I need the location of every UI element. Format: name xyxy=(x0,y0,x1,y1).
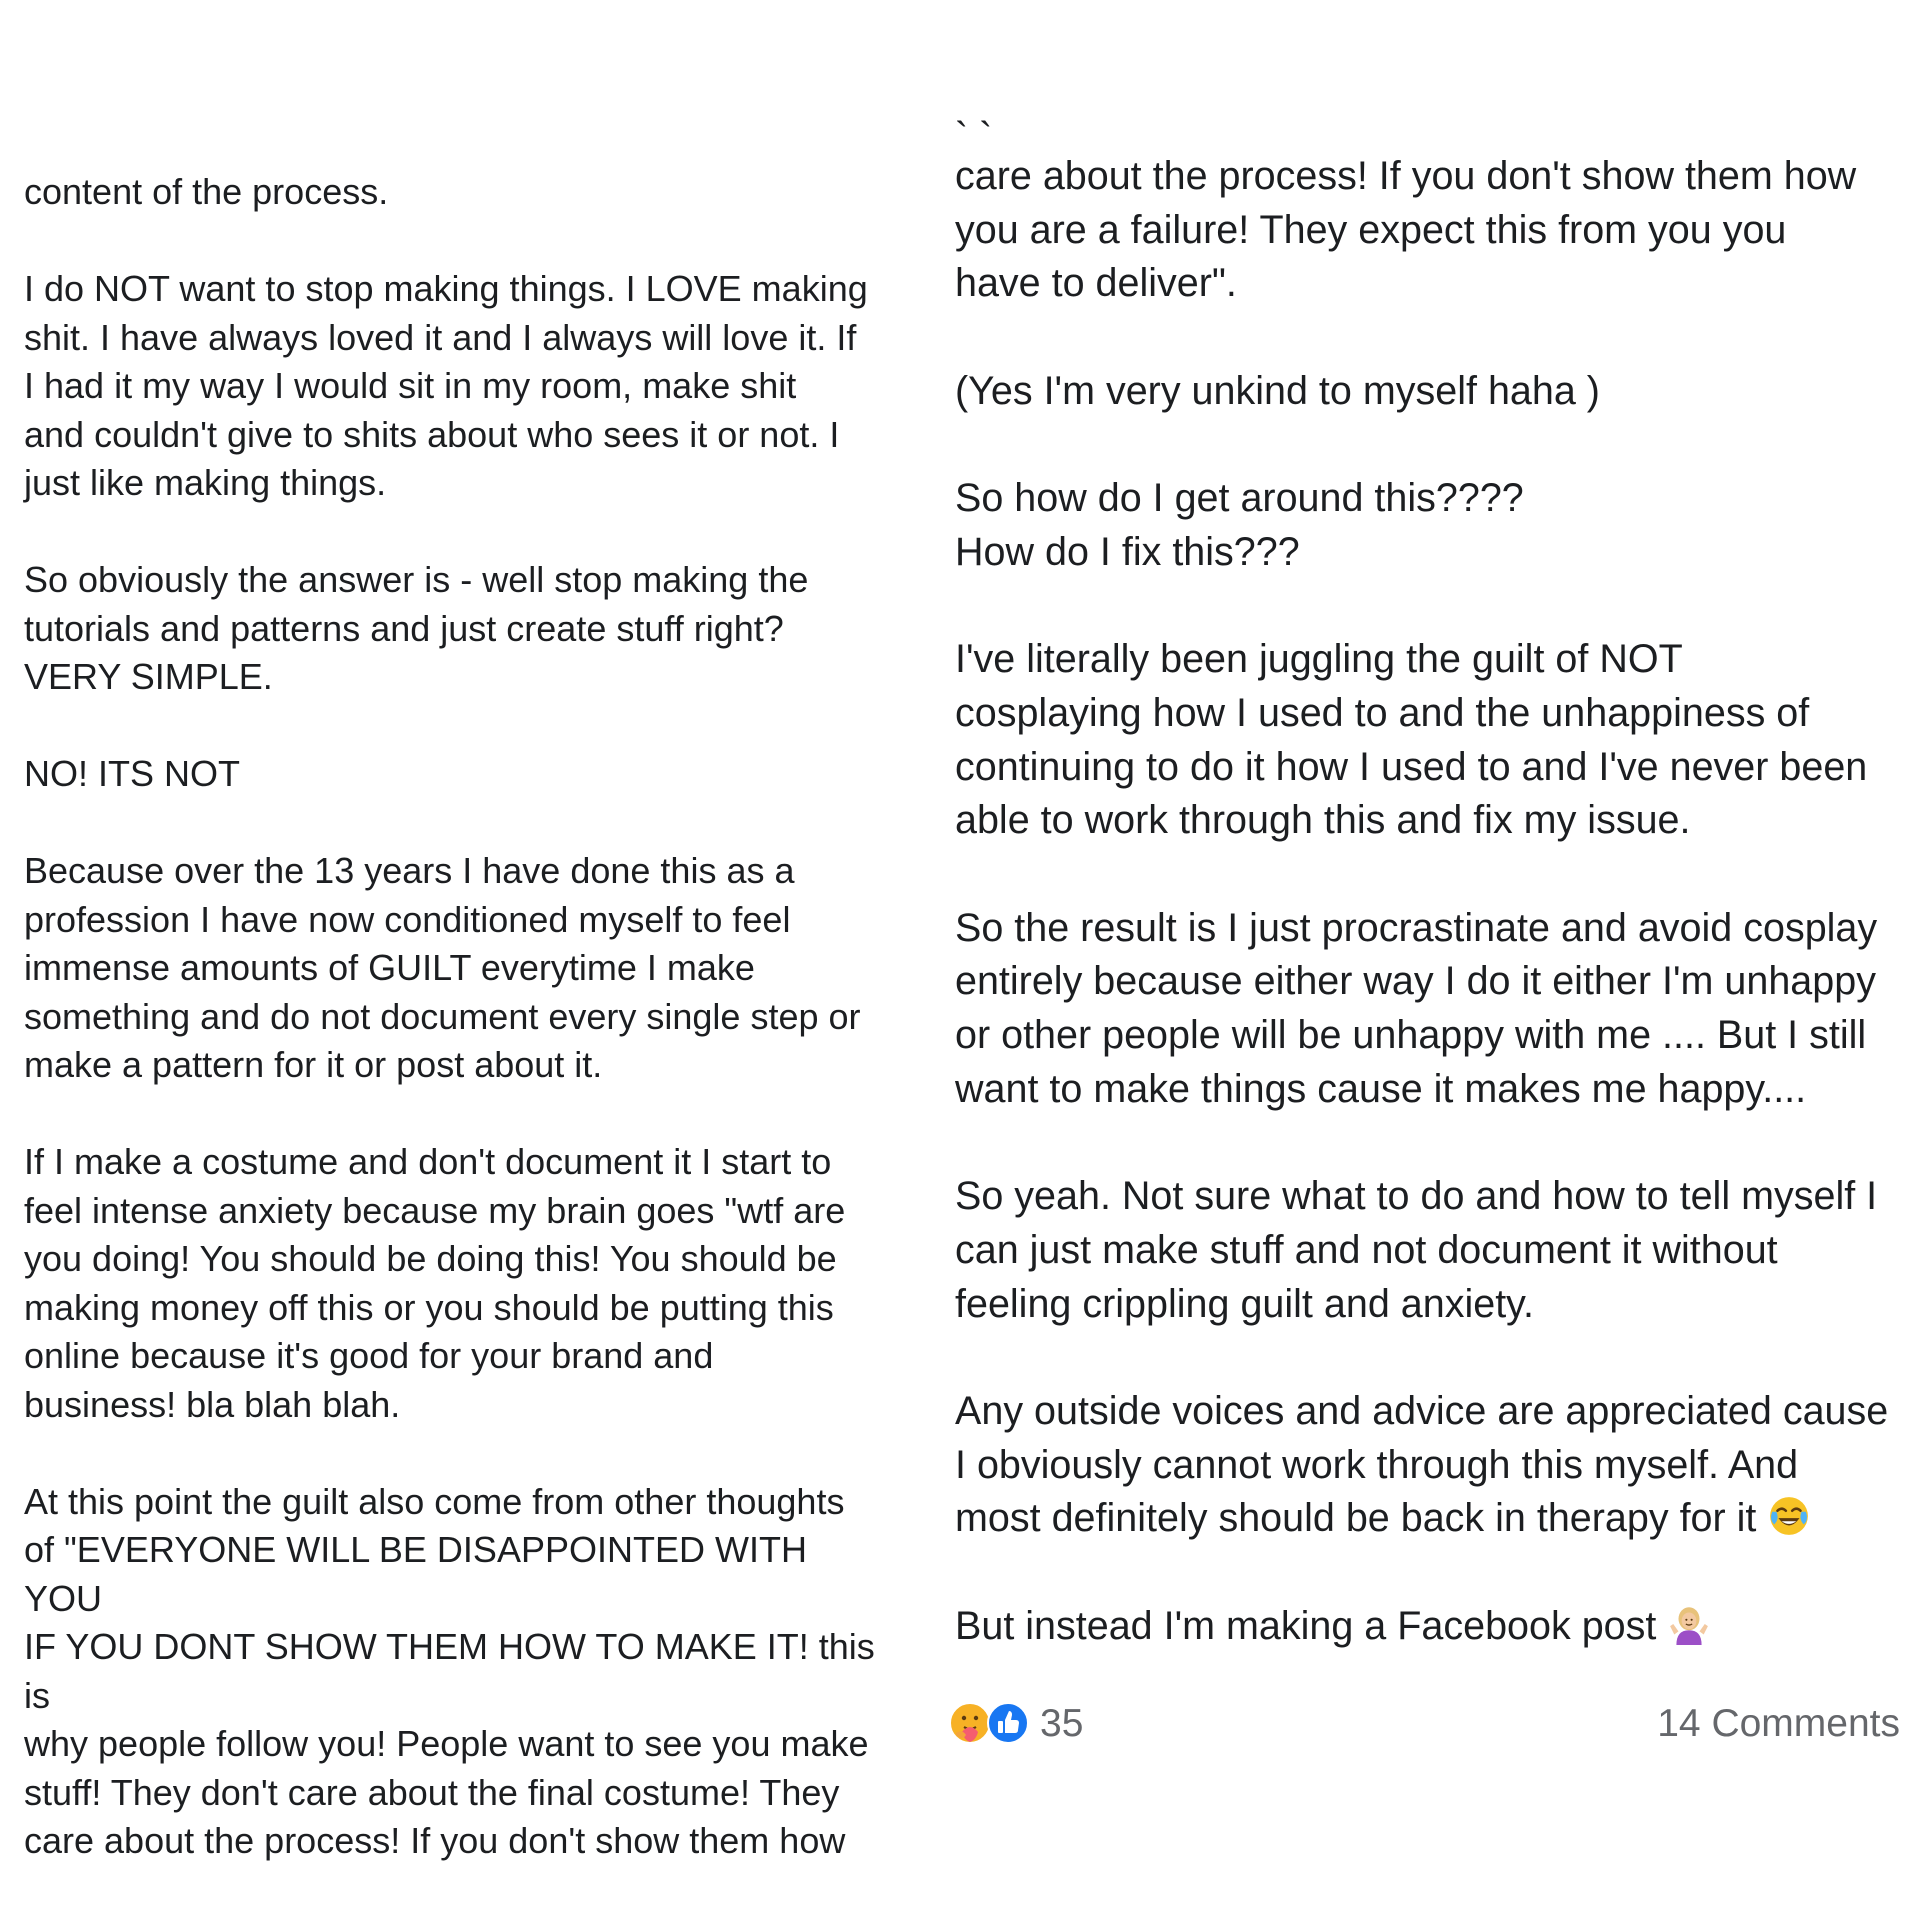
care-reaction-icon xyxy=(950,1703,990,1743)
post-paragraph: care about the process! If you don't show them how you are a failure! They expect this from you you have to deliver". xyxy=(955,154,1857,306)
reaction-count[interactable]: 35 xyxy=(1040,1702,1084,1745)
post-paragraph: So obviously the answer is - well stop making the tutorials and patterns and just create stuff right? VERY SIMPLE. xyxy=(24,559,809,697)
post-paragraph: If I make a costume and don't document it I start to feel intense anxiety because my brain goes "wtf are you doing! You should be doing this! You should be making money off this or you should be putting this online because it's good for your brand and business! bla blah blah. xyxy=(24,1141,846,1425)
post-paragraph-therapy xyxy=(955,1385,1900,1546)
reactions-bar xyxy=(948,1696,1900,1756)
cutoff-previous-line: ` ` xyxy=(955,115,993,159)
post-text-right-column xyxy=(955,115,1900,1750)
post-paragraph: So how do I get around this???? How do I fix this??? xyxy=(955,476,1524,574)
tears-of-joy-emoji xyxy=(1768,1495,1810,1537)
post-paragraph: I've literally been juggling the guilt of NOT cosplaying how I used to and the unhappiness of continuing to do it how I used to and I've never been able to work through this and fix my issue. xyxy=(955,637,1868,843)
post-paragraph-text: But instead I'm making a Facebook post xyxy=(955,1603,1657,1648)
post-paragraph: Because over the 13 years I have done this as a profession I have now conditioned myself to feel immense amounts of GUILT everytime I make something and do not document every single step or make a pattern for it or post about it. xyxy=(24,850,861,1085)
post-paragraph: content of the process. xyxy=(24,171,389,212)
post-paragraph: (Yes I'm very unkind to myself haha ) xyxy=(955,368,1600,413)
shrugging-woman-emoji xyxy=(1668,1603,1710,1645)
post-paragraph: So yeah. Not sure what to do and how to tell myself I can just make stuff and not document it without feeling crippling guilt and anxiety. xyxy=(955,1174,1878,1326)
like-reaction-icon xyxy=(988,1703,1028,1743)
post-paragraph: So the result is I just procrastinate and avoid cosplay entirely because either way I do it either I'm unhappy or other people will be unhappy with me .... But I still want to make things cause it makes me happy.... xyxy=(955,905,1878,1111)
post-paragraph-facebook xyxy=(955,1600,1900,1654)
post-paragraph: At this point the guilt also come from other thoughts of "EVERYONE WILL BE DISAPPOINTED WITH YOU IF YOU DONT SHOW THEM HOW TO MAKE IT! this is why people follow you! People want to see you make stuff! They don't care about the final costume! They care about the process! If you don't show them how xyxy=(24,1480,875,1861)
post-paragraph-text: Any outside voices and advice are appreciated cause I obviously cannot work through this myself. And most definitely should be back in therapy for it xyxy=(955,1389,1889,1541)
comments-link[interactable]: 14 Comments xyxy=(1657,1702,1900,1745)
post-paragraph: I do NOT want to stop making things. I LOVE making shit. I have always loved it and I always will love it. If I had it my way I would sit in my room, make shit and couldn't give to shits about who sees it or not. I just like making things. xyxy=(24,268,868,503)
post-paragraph: NO! ITS NOT xyxy=(24,753,240,794)
reaction-icons[interactable] xyxy=(948,1700,1032,1746)
post-text-left-column xyxy=(24,168,884,1861)
